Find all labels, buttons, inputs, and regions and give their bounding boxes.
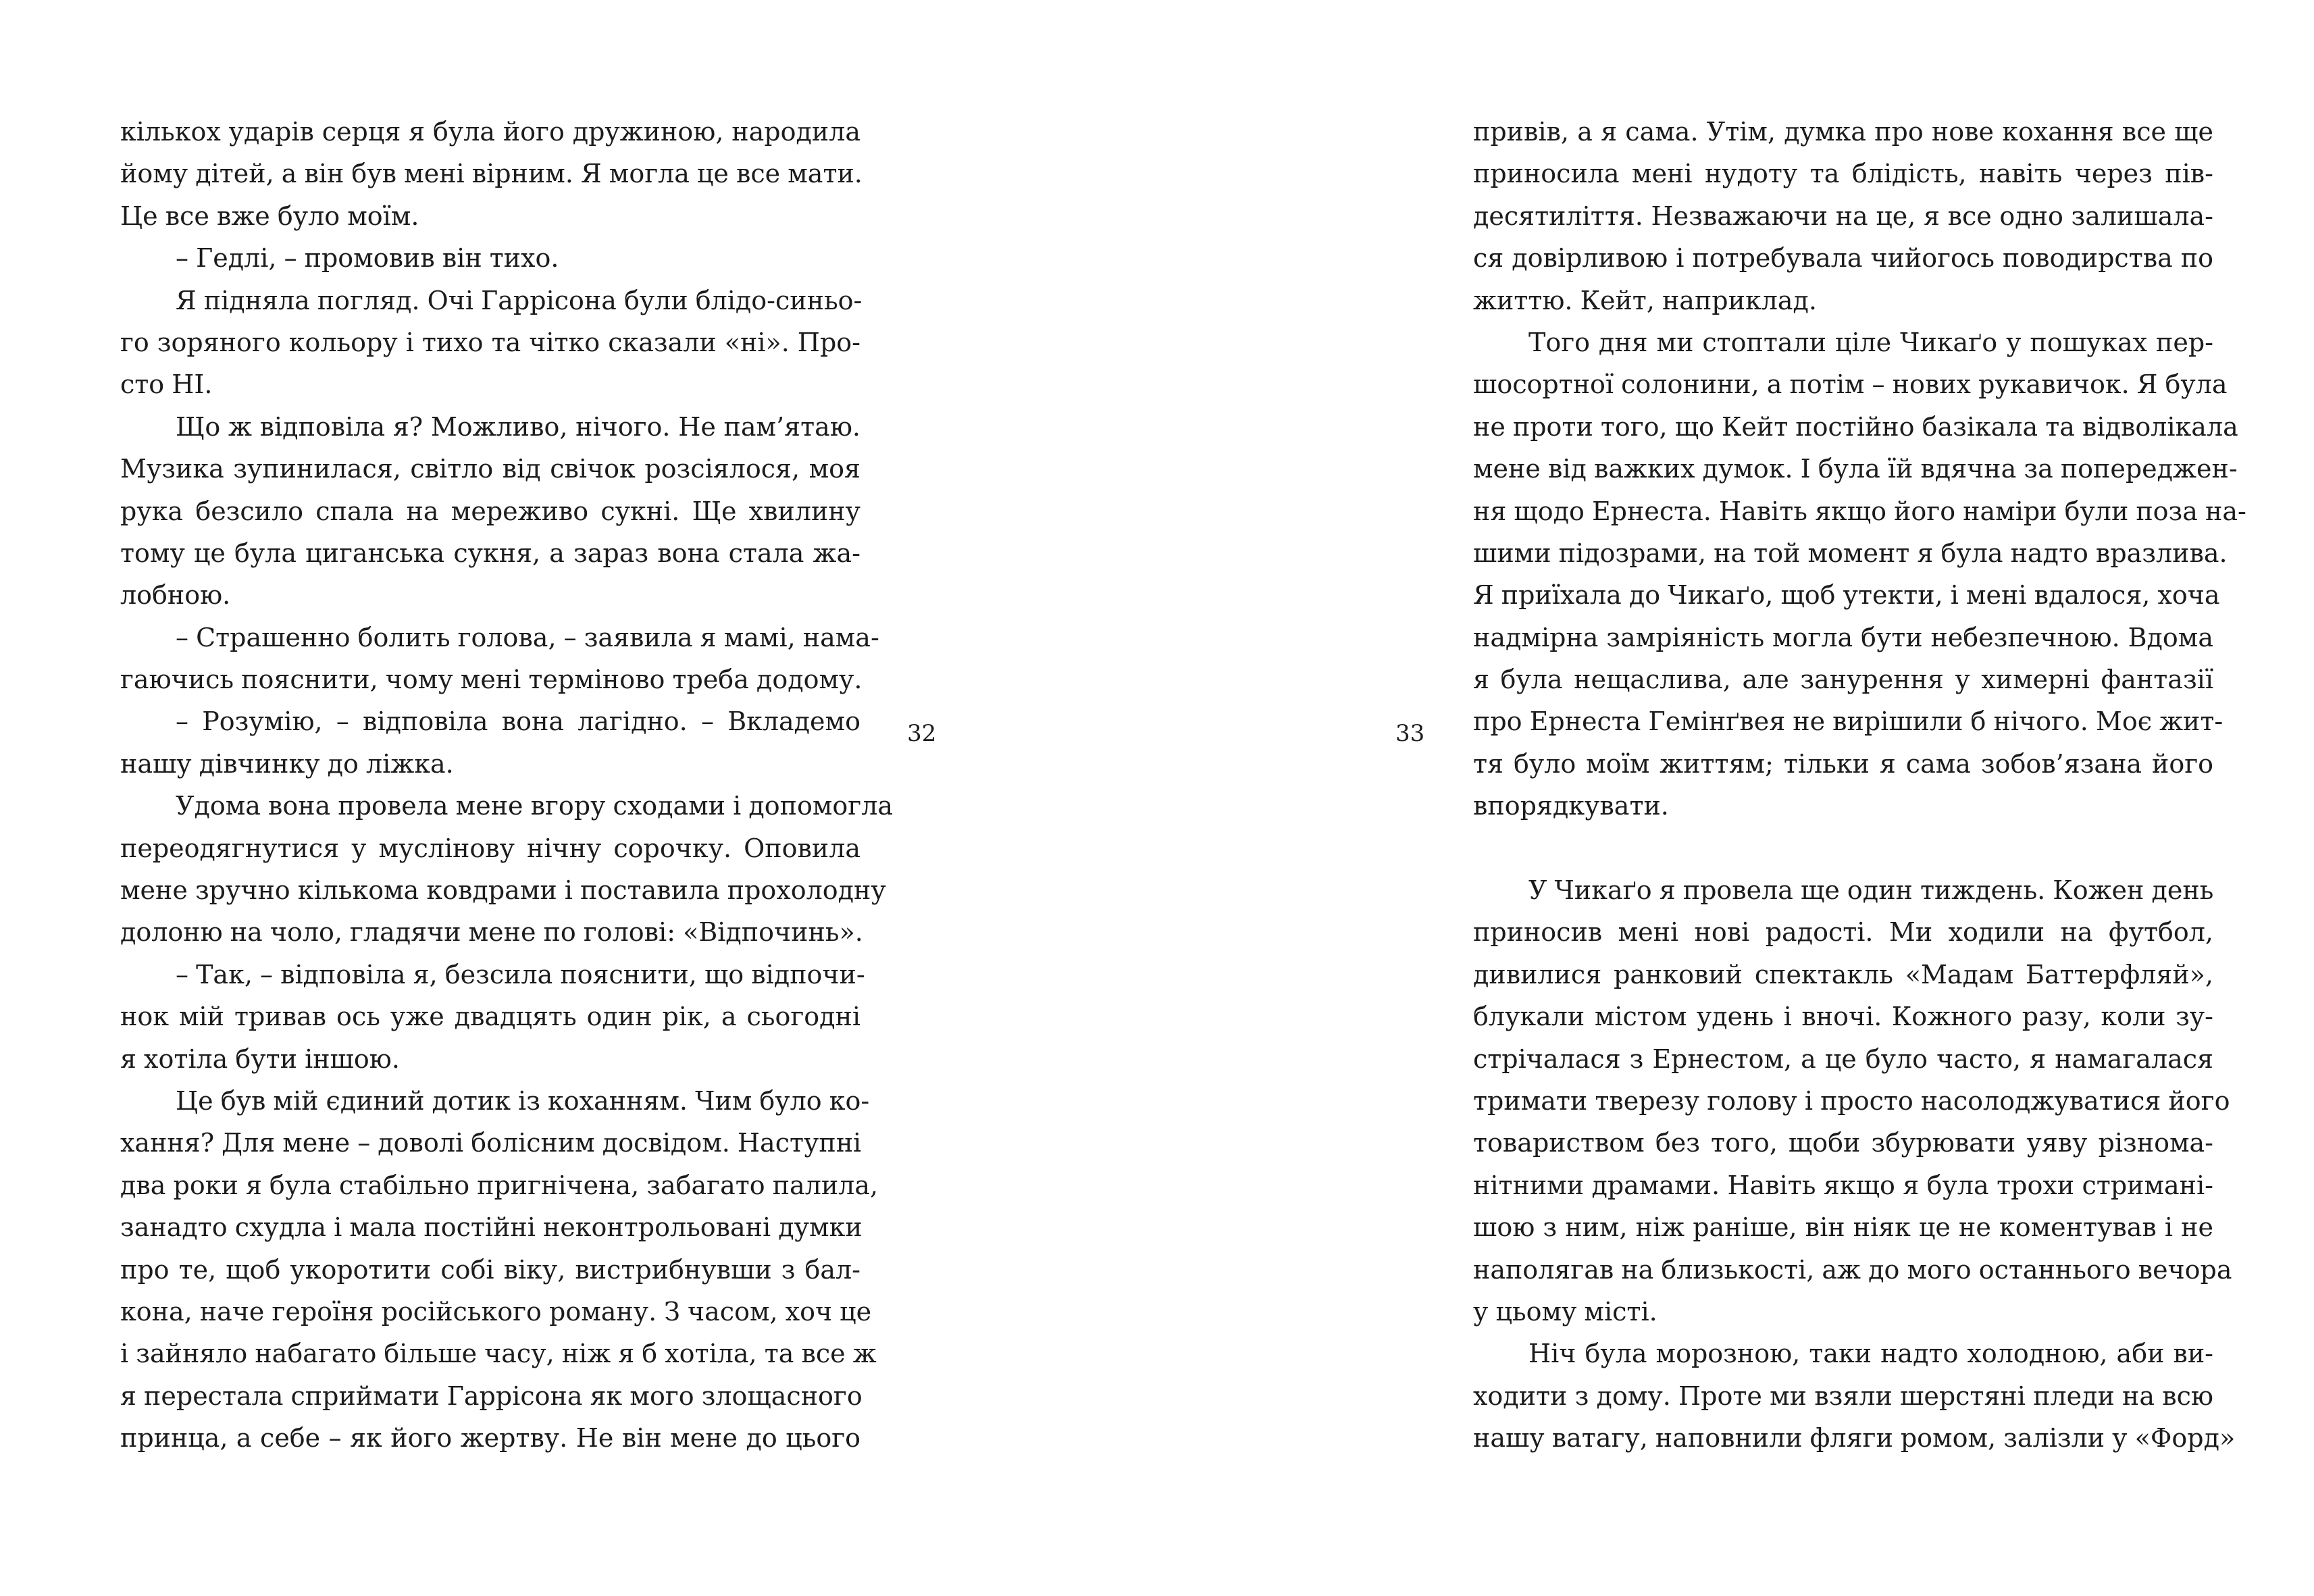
text-line: рука безсило спала на мереживо сукні. Ще хвилину [120, 496, 860, 526]
text-line: йому дітей, а він був мені вірним. Я могла це все мати. [120, 159, 863, 189]
text-line: товариством без того, щоби збурювати уяву різнома- [1473, 1128, 2213, 1158]
text-line: сто НІ. [120, 369, 213, 400]
text-line: Це все вже було моїм. [120, 201, 419, 231]
text-line: приносила мені нудоту та блідість, навіть через пів- [1473, 159, 2213, 189]
text-line: десятиліття. Незважаючи на це, я все одно залишала- [1473, 201, 2213, 231]
text-line: дивилися ранковий спектакль «Мадам Баттерфляй», [1473, 959, 2213, 989]
text-line: стрічалася з Ернестом, а це було часто, я намагалася [1473, 1044, 2213, 1074]
text-line: шою з ним, ніж раніше, він ніяк це не коментував і не [1473, 1212, 2213, 1243]
text-line: переодягнутися у муслінову нічну сорочку. Оповила [120, 833, 860, 863]
text-line: принца, а себе – як його жертву. Не він мене до цього [120, 1423, 860, 1453]
text-line: ня щодо Ернеста. Навіть якщо його наміри були поза на- [1473, 496, 2246, 526]
left-page-text [120, 111, 893, 1460]
text-line: тримати тверезу голову і просто насолоджуватися його [1473, 1086, 2230, 1116]
text-line: го зоряного кольору і тихо та чітко сказали «ні». Про- [120, 327, 860, 357]
text-line: кількох ударів серця я була його дружиною, народила [120, 117, 860, 147]
text-line: шосортної солонини, а потім – нових рукавичок. Я була [1473, 369, 2228, 400]
text-line: два роки я була стабільно пригнічена, забагато палила, [120, 1170, 879, 1200]
right-page-text [1473, 111, 2246, 1460]
text-line: – Гедлі, – промовив він тихо. [176, 243, 559, 274]
text-line: про Ернеста Гемінґвея не вирішили б нічого. Моє жит- [1473, 706, 2223, 737]
text-line: Що ж відповіла я? Можливо, нічого. Не пам’ятаю. [176, 411, 860, 442]
text-line: нашу ватагу, наповнили фляги ромом, залізли у «Форд» [1473, 1423, 2236, 1453]
text-line: не проти того, що Кейт постійно базікала та відволікала [1473, 411, 2238, 442]
text-line: У Чикаґо я провела ще один тиждень. Кожен день [1528, 875, 2214, 906]
right-page-number: 33 [1395, 720, 1425, 747]
text-line: у цьому місті. [1473, 1296, 1657, 1327]
text-line: гаючись пояснити, чому мені терміново треба додому. [120, 665, 863, 695]
left-page-number: 32 [907, 720, 937, 747]
text-line: – Страшенно болить голова, – заявила я мамі, нама- [176, 622, 879, 652]
text-line: приносив мені нові радості. Ми ходили на футбол, [1473, 917, 2213, 948]
text-line: ся довірливою і потребувала чийогось поводирства по [1473, 243, 2213, 274]
text-line: я хотіла бути іншою. [120, 1044, 400, 1074]
text-line: мене зручно кількома ковдрами і поставила прохолодну [120, 875, 886, 906]
text-line: я перестала сприймати Гаррісона як мого злощасного [120, 1381, 863, 1411]
text-line: Я приїхала до Чикаґо, щоб утекти, і мені вдалося, хоча [1473, 580, 2220, 611]
text-line: занадто схудла і мала постійні неконтрольовані думки [120, 1212, 863, 1243]
text-line: привів, а я сама. Утім, думка про нове кохання все ще [1473, 117, 2213, 147]
text-line: долоню на чоло, гладячи мене по голові: «Відпочинь». [120, 917, 863, 948]
text-line: – Так, – відповіла я, безсила пояснити, що відпочи- [176, 959, 865, 989]
text-line: Я підняла погляд. Очі Гаррісона були блідо-синьо- [176, 285, 863, 315]
text-line: Того дня ми стоптали ціле Чикаґо у пошуках пер- [1528, 327, 2213, 357]
text-line: шими підозрами, на той момент я була надто вразлива. [1473, 538, 2228, 568]
text-line: тя було моїм життям; тільки я сама зобов’язана його [1473, 748, 2213, 779]
text-line: Ніч була морозною, таки надто холодною, аби ви- [1528, 1339, 2213, 1369]
text-line: тому це була циганська сукня, а зараз вона стала жа- [120, 538, 860, 568]
text-line: надмірна замріяність могла бути небезпечною. Вдома [1473, 622, 2213, 652]
text-line: Музика зупинилася, світло від свічок розсіялося, моя [120, 454, 860, 484]
text-line: хання? Для мене – доволі болісним досвідом. Наступні [120, 1128, 862, 1158]
text-line: про те, щоб укоротити собі віку, вистрибнувши з бал- [120, 1254, 860, 1285]
text-line: наполягав на близькості, аж до мого останнього вечора [1473, 1254, 2232, 1285]
text-line: кона, наче героїня російського роману. З часом, хоч це [120, 1296, 872, 1327]
text-line: нітними драмами. Навіть якщо я була трохи стримані- [1473, 1170, 2213, 1200]
text-line: нок мій тривав ось уже двадцять один рік, а сьогодні [120, 1002, 860, 1032]
text-line: лобною. [120, 580, 231, 611]
text-line: – Розумію, – відповіла вона лагідно. – Вкладемо [176, 706, 860, 737]
text-line: Удома вона провела мене вгору сходами і допомогла [176, 791, 893, 821]
text-line: впорядкувати. [1473, 791, 1669, 821]
text-line: ходити з дому. Проте ми взяли шерстяні пледи на всю [1473, 1381, 2213, 1411]
text-line: Це був мій єдиний дотик із коханням. Чим було ко- [176, 1085, 870, 1116]
text-line: і зайняло набагато більше часу, ніж я б хотіла, та все ж [120, 1339, 877, 1369]
text-line: я була нещаслива, але занурення у химерні фантазії [1473, 665, 2213, 695]
text-line: мене від важких думок. І була їй вдячна за попереджен- [1473, 454, 2238, 484]
text-line: блукали містом удень і вночі. Кожного разу, коли зу- [1473, 1002, 2213, 1032]
text-line: життю. Кейт, наприклад. [1473, 285, 1817, 315]
text-line: нашу дівчинку до ліжка. [120, 748, 454, 779]
